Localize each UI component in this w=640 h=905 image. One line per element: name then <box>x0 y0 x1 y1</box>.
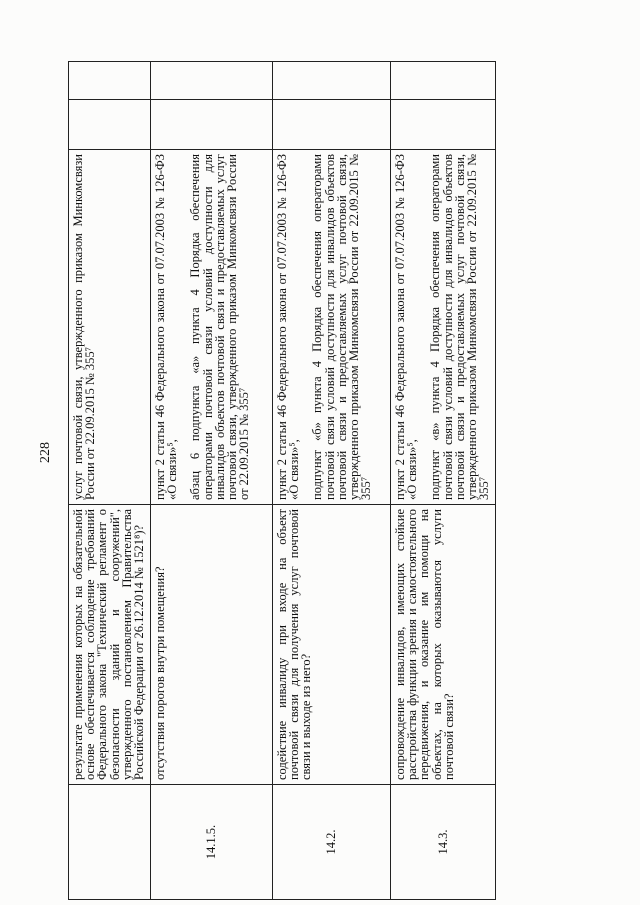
requirement-paragraph: пункт 2 статьи 46 Федерального закона от 07.07.2003 № 126-ФЗ «О связи»⁵, <box>153 154 180 500</box>
blank-cell <box>69 62 151 100</box>
question-text: содействие инвалиду при входе на объект почтовой связи для получения услуг почтовой связи и выходе из него? <box>275 509 314 780</box>
requirement-paragraph: услуг почтовой связи, утвержденного приказом Минкомсвязи России от 22.09.2015 № 355⁷ <box>71 154 98 500</box>
blank-cell <box>273 62 391 100</box>
blank-cell <box>273 100 391 150</box>
table-row <box>151 62 273 900</box>
requirements-cell <box>391 150 496 505</box>
checklist-table <box>68 61 496 900</box>
table-row <box>273 62 391 900</box>
question-text: результате применения которых на обязательной основе обеспечивается соблюдение требований Федерального закона "Технический регламент о безопасности зданий и сооружений", утвержденного постановлением Правительства Российской Федерации от 26.12.2014 № 1521⁸)? <box>71 509 147 780</box>
question-cell <box>391 505 496 785</box>
row-number-cell: 14.2. <box>273 785 391 900</box>
blank-cell <box>391 62 496 100</box>
requirements-cell <box>151 150 273 505</box>
blank-cell <box>151 62 273 100</box>
page-number: 228 <box>38 442 53 463</box>
question-text: сопровождение инвалидов, имеющих стойкие расстройства функции зрения и самостоятельного передвижения, и оказание им помощи на объектах, на которых оказываются услуги почтовой связи? <box>393 509 456 780</box>
requirement-paragraph: пункт 2 статьи 46 Федерального закона от 07.07.2003 № 126-ФЗ «О связи»⁵, <box>275 154 302 500</box>
question-cell <box>69 505 151 785</box>
row-number-cell: 14.1.5. <box>151 785 273 900</box>
table-row-continuation <box>69 62 151 900</box>
requirement-paragraph: абзац 6 подпункта «а» пункта 4 Порядка обеспечения операторами почтовой связи условий доступности для инвалидов объектов почтовой связи и предоставляемых услуг почтовой связи, утвержденного приказом Минкомсвязи России от 22.09.2015 № 355⁷ <box>188 154 252 500</box>
table-row <box>391 62 496 900</box>
blank-cell <box>391 100 496 150</box>
requirement-paragraph: подпункт «в» пункта 4 Порядка обеспечения операторами почтовой связи условий доступности для инвалидов объектов почтовой связи и предоставляемых услуг почтовой связи, утвержденного приказом Минкомсвязи России от 22.09.2015 № 355⁷ <box>428 154 492 500</box>
requirement-paragraph: пункт 2 статьи 46 Федерального закона от 07.07.2003 № 126-ФЗ «О связи»⁵, <box>393 154 420 500</box>
row-number-cell <box>69 785 151 900</box>
question-text: отсутствия порогов внутри помещения? <box>153 566 167 780</box>
blank-cell <box>151 100 273 150</box>
blank-cell <box>69 100 151 150</box>
row-number-cell: 14.3. <box>391 785 496 900</box>
requirements-cell <box>69 150 151 505</box>
requirement-paragraph: подпункт «б» пункта 4 Порядка обеспечения операторами почтовой связи условий доступности для инвалидов объектов почтовой связи и предоставляемых услуг почтовой связи, утвержденного приказом Минкомсвязи России от 22.09.2015 № 355⁷ <box>310 154 374 500</box>
requirements-cell <box>273 150 391 505</box>
question-cell <box>151 505 273 785</box>
question-cell <box>273 505 391 785</box>
